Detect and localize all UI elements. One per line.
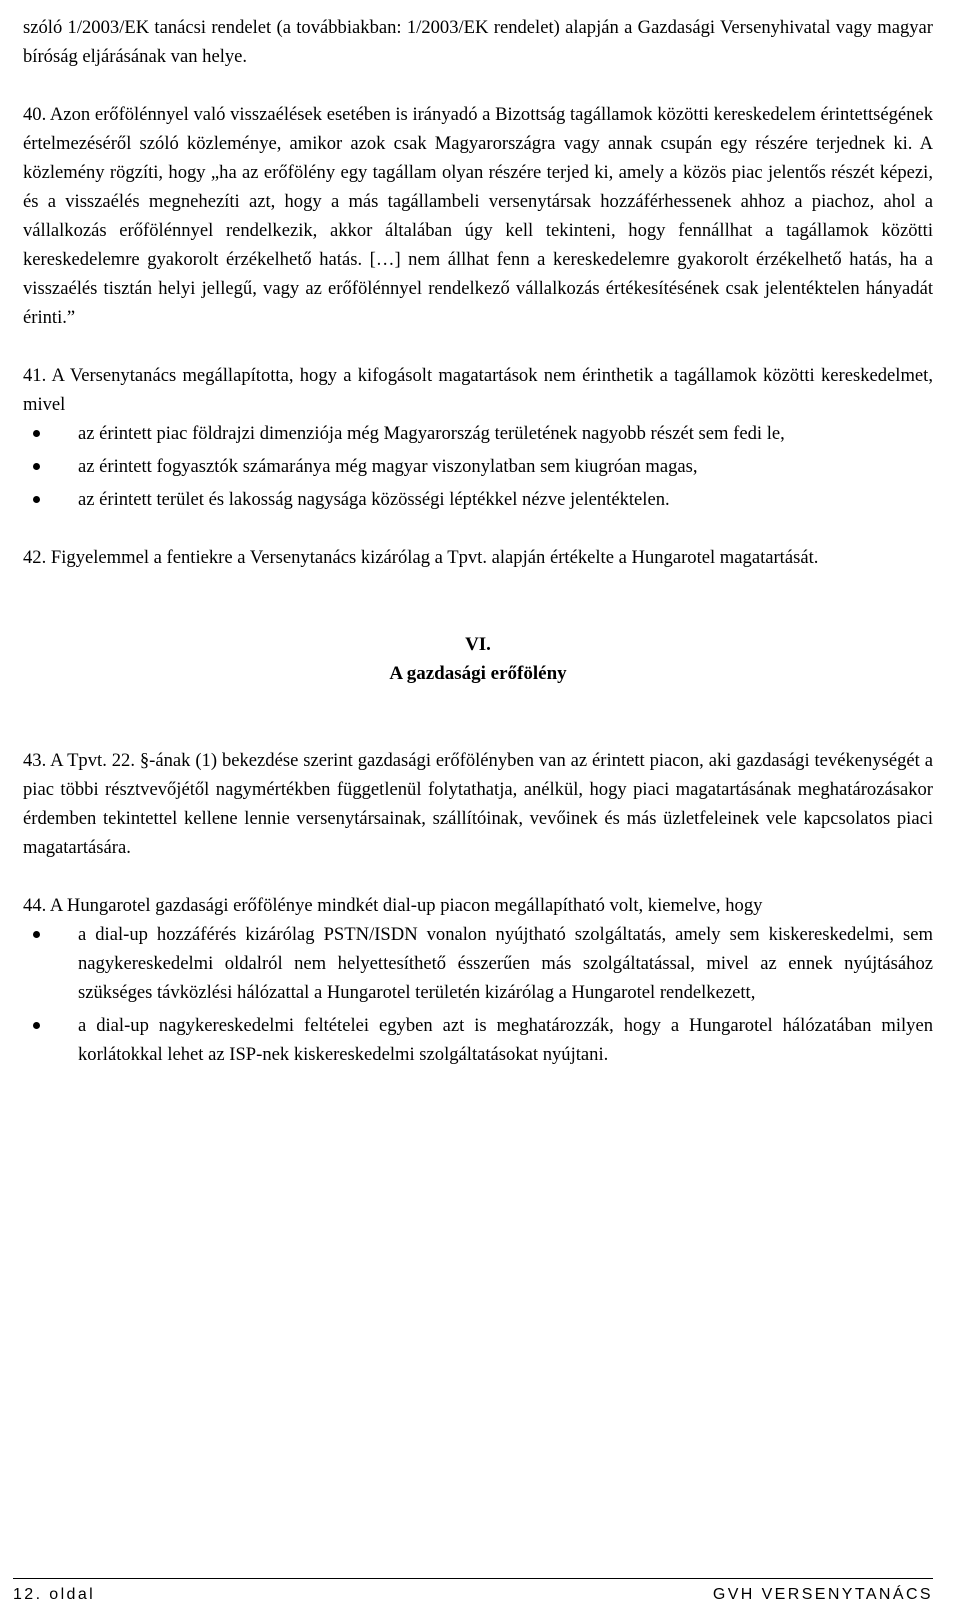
bullet-icon	[33, 496, 40, 503]
bullet-icon	[33, 463, 40, 470]
section-number: VI.	[465, 634, 491, 655]
page-footer	[13, 1578, 933, 1604]
list-item: az érintett fogyasztók számaránya még magyar viszonylatban sem kiugróan magas,	[23, 452, 933, 481]
paragraph-42: 42. Figyelemmel a fentiekre a Versenytanács kizárólag a Tpvt. alapján értékelte a Hungarotel magatartását.	[23, 547, 819, 568]
list-item: a dial-up nagykereskedelmi feltételei egyben azt is meghatározzák, hogy a Hungarotel hálózatában milyen korlátokkal lehet az ISP-nek kiskereskedelmi szolgáltatásokat nyújtani.	[23, 1011, 933, 1069]
footer-organization: GVH VERSENYTANÁCS	[712, 1586, 933, 1603]
bullet-icon	[33, 1022, 40, 1029]
bullet-list-44	[23, 920, 933, 1069]
list-item: a dial-up hozzáférés kizárólag PSTN/ISDN vonalon nyújtható szolgáltatás, amely sem kiskereskedelmi, sem nagykereskedelmi oldalról nem helyettesíthető ésszerűen más szolgáltatással, mivel az ennek nyújtásához szükséges távközlési hálózattal a Hungarotel területén kizárólag a Hungarotel rendelkezett,	[23, 920, 933, 1007]
bullet-list-41	[23, 419, 933, 514]
bullet-icon	[33, 931, 40, 938]
list-item: az érintett terület és lakosság nagysága közösségi léptékkel nézve jelentéktelen.	[23, 485, 933, 514]
paragraph-41: 41. A Versenytanács megállapította, hogy a kifogásolt magatartások nem érinthetik a tagállamok közötti kereskedelmet, mivel	[23, 365, 933, 415]
section-title: A gazdasági erőfölény	[389, 663, 567, 684]
bullet-icon	[33, 430, 40, 437]
paragraph-44: 44. A Hungarotel gazdasági erőfölénye mindkét dial-up piacon megállapítható volt, kiemelve, hogy	[23, 895, 763, 916]
list-item: az érintett piac földrajzi dimenziója még Magyarország területének nagyobb részét sem fedi le,	[23, 419, 933, 448]
paragraph-43: 43. A Tpvt. 22. §-ának (1) bekezdése szerint gazdasági erőfölényben van az érintett piacon, aki gazdasági tevékenységét a piac többi résztvevőjétől nagymértékben függetlenül folytathatja, anélkül, hogy piaci magatartásának meghatározásakor érdemben tekintettel kellene lennie versenytársainak, szállítóinak, vevőinek és más üzletfeleinek vele kapcsolatos piaci magatartására.	[23, 750, 933, 858]
paragraph-intro: szóló 1/2003/EK tanácsi rendelet (a továbbiakban: 1/2003/EK rendelet) alapján a Gazdasági Versenyhivatal vagy magyar bíróság eljárásának van helye.	[23, 17, 933, 67]
document-body	[23, 13, 933, 1073]
page-number: 12. oldal	[13, 1586, 96, 1603]
section-heading	[23, 630, 933, 688]
paragraph-40: 40. Azon erőfölénnyel való visszaélések esetében is irányadó a Bizottság tagállamok közötti kereskedelem érintettségének értelmezéséről szóló közleménye, amikor azok csak Magyarországra vagy annak csupán egy részére terjednek ki. A közlemény rögzíti, hogy „ha az erőfölény egy tagállam olyan részére terjed ki, amely a közös piac jelentős részét képezi, és a visszaélés megnehezíti azt, hogy a más tagállambeli versenytársak hozzáférhessenek ahhoz a piachoz, ahol a vállalkozás erőfölénnyel rendelkezik, akkor általában úgy kell tekinteni, hogy fennállhat a tagállamok közötti kereskedelemre gyakorolt érzékelhető hatás. […] nem állhat fenn a kereskedelemre gyakorolt érzékelhető hatás, ha a visszaélés tisztán helyi jellegű, vagy az erőfölénnyel rendelkező vállalkozás értékesítésének csak jelentéktelen hányadát érinti.”	[23, 104, 933, 328]
